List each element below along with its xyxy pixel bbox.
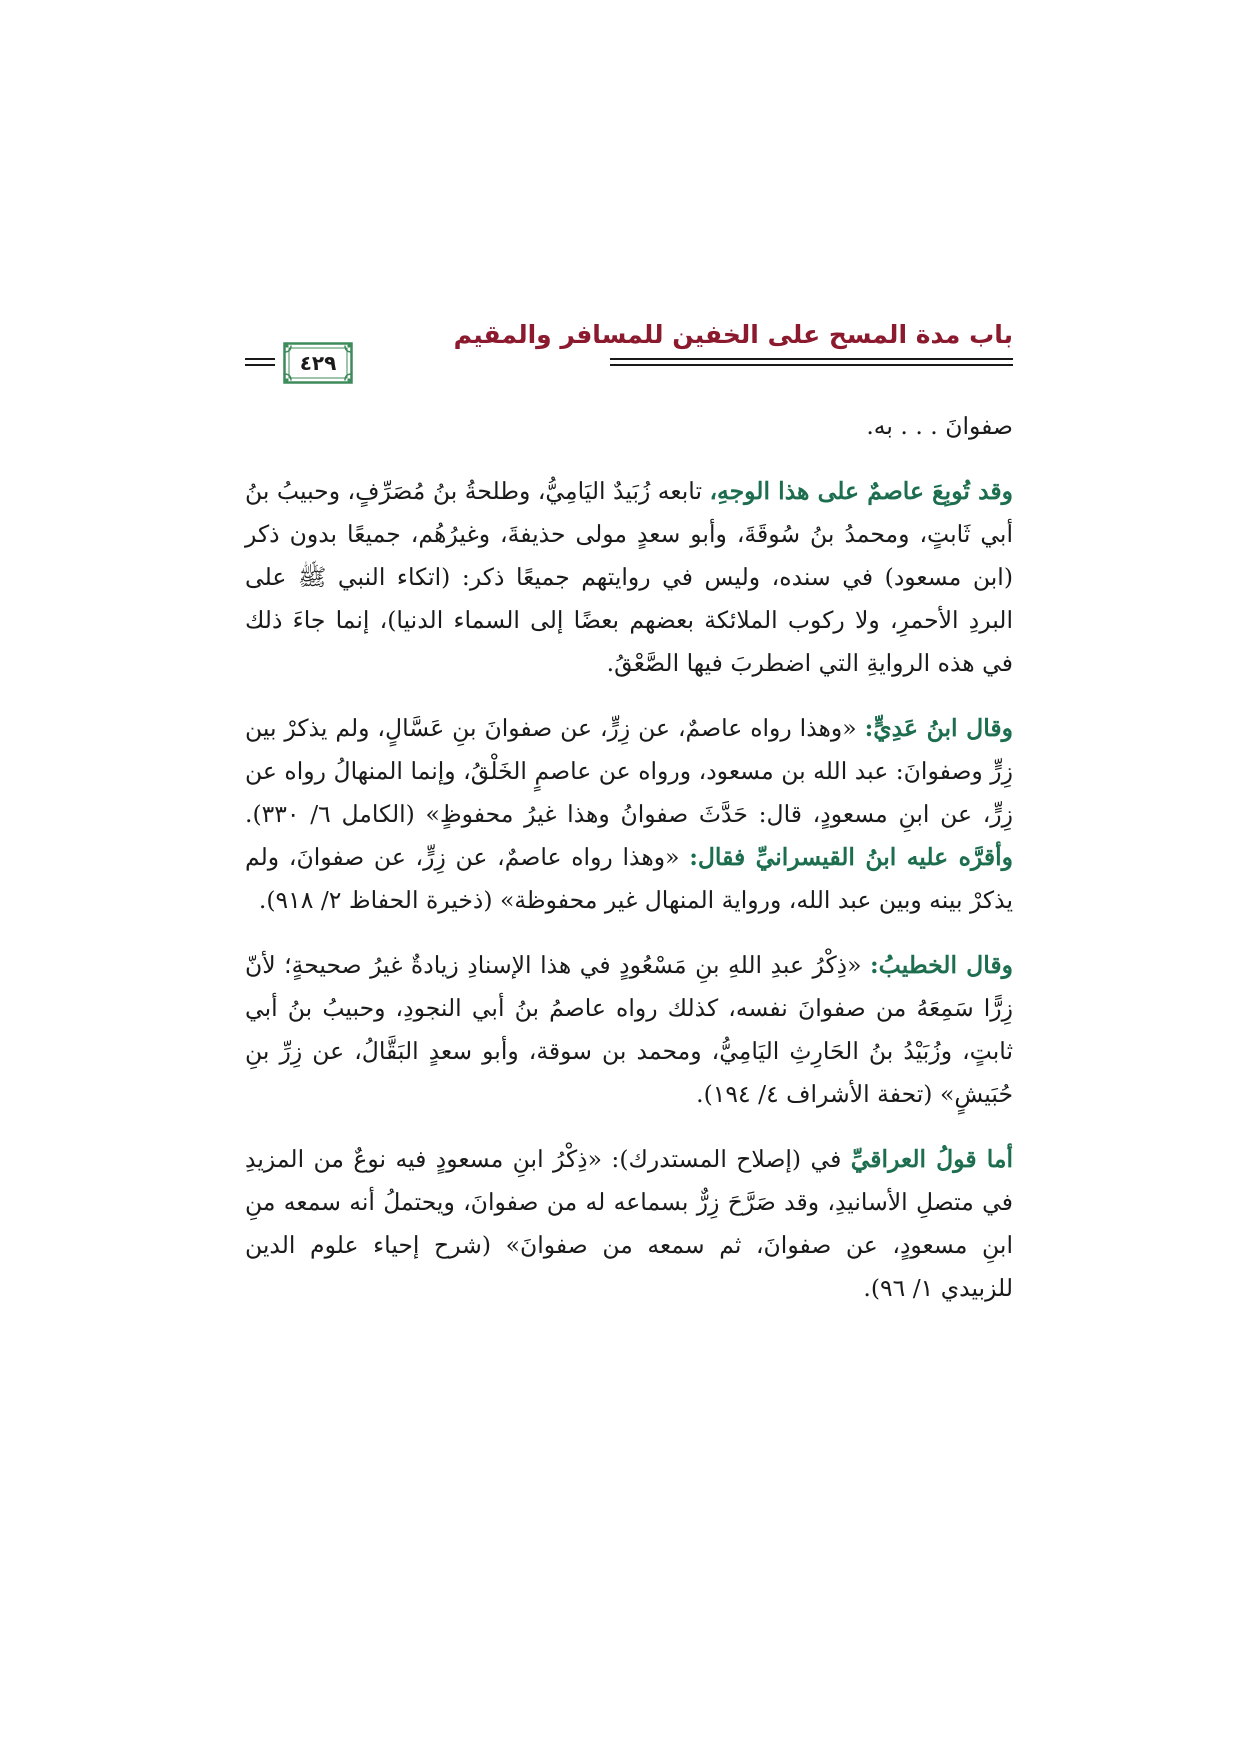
- text-segment: «ذِكْرُ عبدِ اللهِ بنِ مَسْعُودٍ في هذا الإسنادِ زيادةٌ غيرُ صحيحةٍ؛ لأنّ زِرًّا سَمِعَهُ من صفوانَ نفسه، كذلك رواه عاصمُ بنُ أبي النجودِ، وحبيبُ بنُ أبي ثابتٍ، وزُبَيْدُ بنُ الحَارِثِ اليَامِيُّ، ومحمد بن سوقة، وأبو سعدٍ البَقَّالُ، عن زِرِّ بنِ حُبَيشٍ» (تحفة الأشراف ٤/ ١٩٤).: [245, 951, 1013, 1108]
- highlighted-phrase: وقال الخطيبُ:: [870, 951, 1013, 979]
- body-text: [245, 405, 1013, 1332]
- highlighted-phrase: وقال ابنُ عَدِيٍّ:: [864, 714, 1013, 742]
- page-header: [245, 318, 1013, 388]
- highlighted-phrase: أما قولُ العراقيِّ: [850, 1145, 1013, 1173]
- header-rule-right-top: [610, 358, 1013, 360]
- text-segment: «وهذا رواه عاصمٌ، عن زِرٍّ، عن صفوانَ، ولم يذكرْ بينه وبين عبد الله، ورواية المنهال غير محفوظة» (ذخيرة الحفاظ ٢/ ٩١٨).: [245, 843, 1013, 914]
- header-rule-left-top: [245, 358, 275, 360]
- page-number-badge: [283, 342, 353, 384]
- header-rule-right-bottom: [610, 364, 1013, 366]
- text-segment: «وهذا رواه عاصمٌ، عن زِرٍّ، عن صفوانَ بنِ عَسَّالٍ، ولم يذكرْ بين زِرٍّ وصفوانَ: عبد الله بن مسعود، ورواه عن عاصمٍ الخَلْقُ، وإنما المنهالُ رواه عن زِرٍّ، عن ابنِ مسعودٍ، قال: حَدَّثَ صفوانُ وهذا غيرُ محفوظٍ» (الكامل ٦/ ٣٣٠).: [245, 714, 1013, 828]
- page-number: ٤٢٩: [299, 351, 337, 375]
- text-segment: في (إصلاح المستدرك): «ذِكْرُ ابنِ مسعودٍ فيه نوعٌ من المزيدِ في متصلِ الأسانيدِ، وقد صَرَّحَ زِرٌّ بسماعه له من صفوانَ، ويحتملُ أنه سمعه منِ ابنِ مسعودٍ، عن صفوانَ، ثم سمعه من صفوانَ» (شرح إحياء علوم الدين للزبيدي ١/ ٩٦).: [245, 1145, 1013, 1302]
- paragraph: [245, 470, 1013, 685]
- highlighted-phrase: وقد تُوبِعَ عاصمٌ على هذا الوجهِ،: [709, 477, 1013, 505]
- paragraph: [245, 1138, 1013, 1310]
- paragraph: [245, 405, 1013, 448]
- paragraph: [245, 944, 1013, 1116]
- chapter-title: باب مدة المسح على الخفين للمسافر والمقيم: [453, 320, 1013, 349]
- highlighted-phrase: وأقرَّه عليه ابنُ القيسرانيِّ فقال:: [689, 843, 1014, 871]
- text-segment: صفوانَ . . . به.: [866, 412, 1013, 440]
- text-segment: تابعه زُبَيدٌ اليَامِيُّ، وطلحةُ بنُ مُصَرِّفٍ، وحبيبُ بنُ أبي ثَابتٍ، ومحمدُ بنُ سُوقَةَ، وأبو سعدٍ مولى حذيفةَ، وغيرُهُم، جميعًا بدون ذكر (ابن مسعود) في سنده، وليس في روايتهم جميعًا ذكر: (اتكاء النبي ﷺ على البردِ الأحمرِ، ولا ركوب الملائكة بعضهم بعضًا إلى السماء الدنيا)، إنما جاءَ ذلك في هذه الروايةِ التي اضطربَ فيها الصَّعْقُ.: [245, 477, 1013, 677]
- paragraph: [245, 707, 1013, 922]
- header-rule-left-bottom: [245, 364, 275, 366]
